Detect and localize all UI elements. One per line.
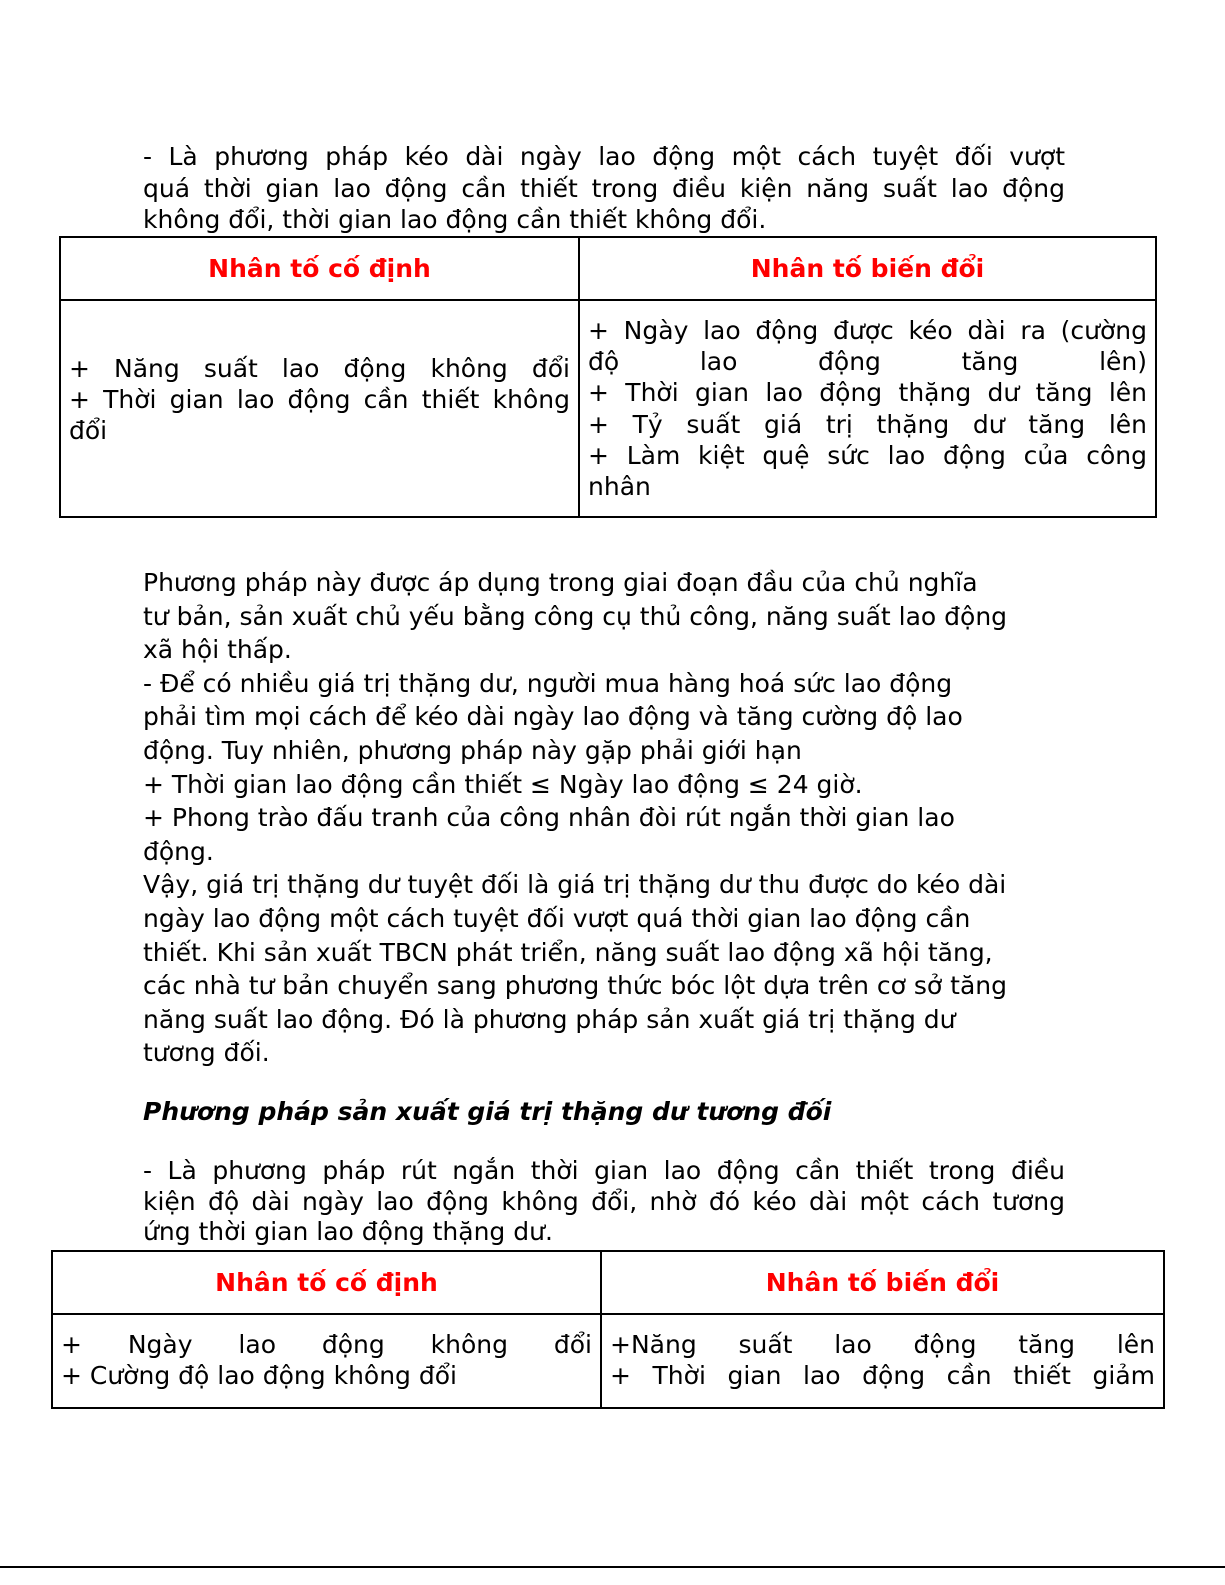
header-fixed-factors: Nhân tố cố định bbox=[52, 1251, 601, 1314]
relative-line: ứng thời gian lao động thặng dư. bbox=[143, 1217, 553, 1246]
body-line: + Phong trào đấu tranh của công nhân đòi rút ngắn thời gian lao bbox=[143, 803, 955, 833]
body-line: thiết. Khi sản xuất TBCN phát triển, năng suất lao động xã hội tăng, bbox=[143, 937, 993, 967]
fixed-factor-line: + Năng suất lao động không đổi bbox=[69, 353, 570, 383]
page-bottom-rule bbox=[0, 1566, 1225, 1568]
body-line: phải tìm mọi cách để kéo dài ngày lao động và tăng cường độ lao bbox=[143, 702, 963, 732]
intro-line: quá thời gian lao động cần thiết trong điều kiện năng suất lao động bbox=[143, 173, 1065, 203]
variable-factor-line: độ lao động tăng lên) bbox=[588, 346, 1147, 376]
variable-factor-line: + Ngày lao động được kéo dài ra (cường bbox=[588, 315, 1147, 345]
header-variable-factors: Nhân tố biến đổi bbox=[601, 1251, 1164, 1314]
body-line: tương đối. bbox=[143, 1038, 270, 1068]
fixed-factors-cell bbox=[60, 300, 579, 517]
fixed-factor-line: + Cường độ lao động không đổi bbox=[61, 1361, 457, 1391]
body-line: + Thời gian lao động cần thiết ≤ Ngày lao động ≤ 24 giờ. bbox=[143, 769, 863, 799]
variable-factor-line: + Thời gian lao động cần thiết giảm bbox=[610, 1361, 1155, 1391]
fixed-factor-line: + Thời gian lao động cần thiết không bbox=[69, 384, 570, 414]
variable-factor-line: nhân bbox=[588, 472, 651, 502]
relative-line: kiện độ dài ngày lao động không đổi, nhờ đó kéo dài một cách tương bbox=[143, 1186, 1065, 1216]
body-line: động. Tuy nhiên, phương pháp này gặp phải giới hạn bbox=[143, 735, 802, 765]
intro-line: - Là phương pháp kéo dài ngày lao động một cách tuyệt đối vượt bbox=[143, 142, 1065, 171]
body-line: ngày lao động một cách tuyệt đối vượt quá thời gian lao động cần bbox=[143, 903, 971, 933]
body-line: Vậy, giá trị thặng dư tuyệt đối là giá trị thặng dư thu được do kéo dài bbox=[143, 870, 1007, 900]
body-paragraphs bbox=[143, 566, 1083, 1070]
body-line: tư bản, sản xuất chủ yếu bằng công cụ thủ công, năng suất lao động bbox=[143, 601, 1008, 631]
relative-line: - Là phương pháp rút ngắn thời gian lao động cần thiết trong điều bbox=[143, 1156, 1065, 1185]
body-line: năng suất lao động. Đó là phương pháp sản xuất giá trị thặng dư bbox=[143, 1004, 956, 1034]
relative-paragraph bbox=[143, 1156, 1065, 1248]
variable-factor-line: + Làm kiệt quệ sức lao động của công bbox=[588, 440, 1147, 470]
body-line: Phương pháp này được áp dụng trong giai đoạn đầu của chủ nghĩa bbox=[143, 568, 978, 597]
section-heading: Phương pháp sản xuất giá trị thặng dư tương đối bbox=[143, 1097, 832, 1126]
header-fixed-factors: Nhân tố cố định bbox=[60, 237, 579, 300]
variable-factor-line: +Năng suất lao động tăng lên bbox=[610, 1330, 1155, 1359]
factors-table-absolute bbox=[59, 236, 1157, 518]
intro-line: không đổi, thời gian lao động cần thiết không đổi. bbox=[143, 205, 767, 234]
variable-factor-line: + Tỷ suất giá trị thặng dư tăng lên bbox=[588, 409, 1147, 439]
variable-factors-cell bbox=[601, 1314, 1164, 1408]
body-line: xã hội thấp. bbox=[143, 635, 292, 665]
header-variable-factors: Nhân tố biến đổi bbox=[579, 237, 1156, 300]
variable-factor-line: + Thời gian lao động thặng dư tăng lên bbox=[588, 378, 1147, 408]
factors-table-relative bbox=[51, 1250, 1165, 1409]
body-line: các nhà tư bản chuyển sang phương thức bóc lột dựa trên cơ sở tăng bbox=[143, 971, 1008, 1001]
intro-paragraph bbox=[143, 141, 1065, 236]
fixed-factors-cell bbox=[52, 1314, 601, 1408]
fixed-factor-line: + Ngày lao động không đổi bbox=[61, 1330, 592, 1359]
body-line: - Để có nhiều giá trị thặng dư, người mua hàng hoá sức lao động bbox=[143, 668, 953, 698]
fixed-factor-line: đổi bbox=[69, 416, 108, 446]
body-line: động. bbox=[143, 836, 214, 866]
variable-factors-cell bbox=[579, 300, 1156, 517]
